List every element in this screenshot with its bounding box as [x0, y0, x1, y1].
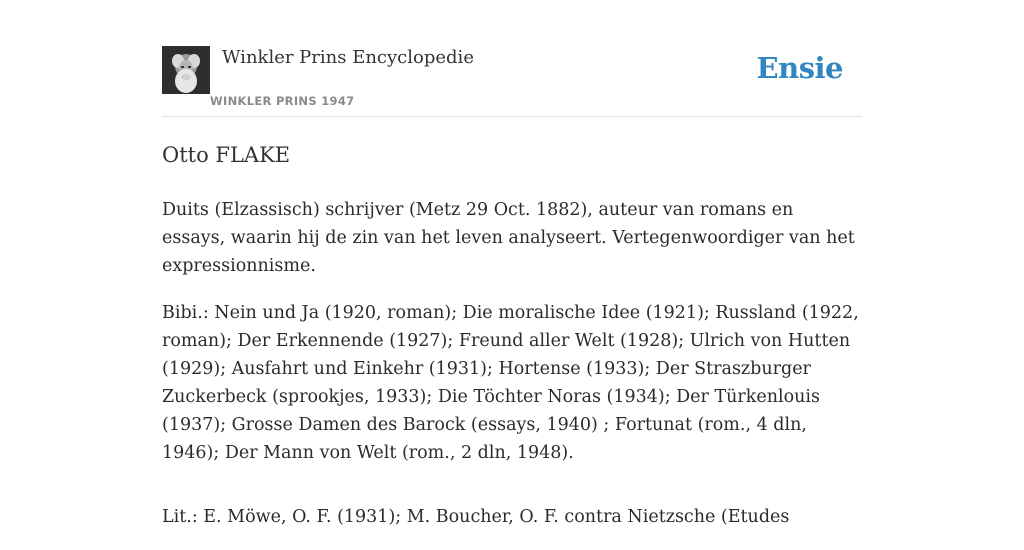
article-content — [162, 140, 862, 550]
edition-subtitle[interactable]: WINKLER PRINS 1947 — [210, 94, 355, 108]
literature-paragraph: Lit.: E. Möwe, O. F. (1931); M. Boucher, O. F. contra Nietzsche (Etudes — [162, 507, 790, 527]
brand-logo[interactable]: Ensie — [756, 51, 843, 85]
page-title: Otto FLAKE — [162, 143, 291, 167]
site-header — [162, 46, 862, 117]
site-name[interactable]: Winkler Prins Encyclopedie — [222, 47, 474, 68]
bearded-man-portrait-icon — [162, 46, 210, 94]
bibliography-paragraph: Bibi.: Nein und Ja (1920, roman); Die moralische Idee (1921); Russland (1922, roman); Der Erkennende (1927); Freund aller Welt (1928); Ulrich von Hutten (1929); Ausfahrt und Einkehr (1931); Hortense (1933); Der Straszburger Zuckerbeck (sprookjes, 1933); Die Töchter Noras (1934); Der Türkenlouis (1937); Grosse Damen des Barock (essays, 1940) ; Fortunat (rom., 4 dln, 1946); Der Mann von Welt (rom., 2 dln, 1948). — [162, 303, 859, 463]
avatar[interactable] — [162, 46, 210, 94]
article-paragraph: Duits (Elzassisch) schrijver (Metz 29 Oct. 1882), auteur van romans en essays, waarin hij de zin van het leven analyseert. Vertegenwoordiger van het expressionnisme. — [162, 200, 855, 276]
